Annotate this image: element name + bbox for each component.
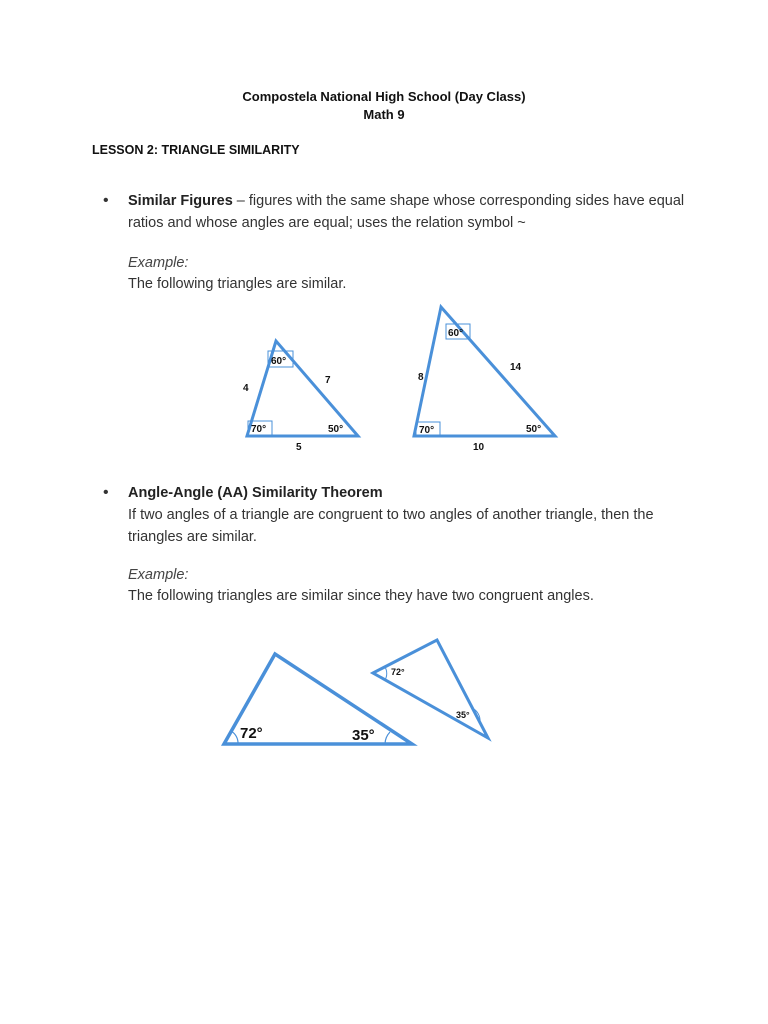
aa-large-left-angle: 72°: [240, 725, 263, 742]
example-label-1: Example:: [128, 255, 189, 271]
school-name: Compostela National High School (Day Class): [242, 89, 526, 104]
angle-arc: [385, 732, 390, 744]
angle-arc: [385, 667, 387, 680]
small-left-angle: 70°: [251, 424, 267, 435]
triangle-aa-small: [373, 640, 488, 738]
small-top-angle: 60°: [271, 356, 287, 367]
term-aa-theorem: Angle-Angle (AA) Similarity Theorem: [128, 485, 383, 501]
lesson-title: LESSON 2: TRIANGLE SIMILARITY: [92, 143, 300, 157]
triangle-small: [247, 341, 358, 436]
large-top-angle: 60°: [448, 328, 464, 339]
large-left-angle: 70°: [419, 425, 435, 436]
example-text-1: The following triangles are similar.: [128, 276, 347, 292]
triangle-large: [414, 307, 555, 436]
large-right-angle: 50°: [526, 424, 542, 435]
example-text-2: The following triangles are similar since they have two congruent angles.: [128, 588, 594, 604]
large-bottom-side: 10: [473, 442, 485, 453]
aa-theorem-block: [103, 482, 683, 545]
term-similar-figures: Similar Figures: [128, 193, 233, 209]
bullet-icon: •: [103, 484, 109, 501]
small-bottom-side: 5: [296, 442, 302, 453]
aa-large-right-angle: 35°: [352, 727, 375, 744]
small-right-side: 7: [325, 375, 331, 386]
aa-small-left-angle: 72°: [391, 667, 405, 677]
subject-name: Math 9: [363, 107, 405, 122]
large-right-side: 14: [510, 362, 522, 373]
bullet-icon: •: [103, 192, 109, 209]
small-right-angle: 50°: [328, 424, 344, 435]
small-left-side: 4: [243, 383, 249, 394]
definition-text: – figures with the same shape whose corresponding sides have equal ratios and whose angles are equal; uses the relation symbol ~: [128, 193, 685, 231]
aa-small-bottom-angle: 35°: [456, 710, 470, 720]
example-label-2: Example:: [128, 567, 189, 583]
large-left-side: 8: [418, 372, 424, 383]
aa-theorem-statement: If two angles of a triangle are congruent to two angles of another triangle, then the triangles are similar.: [128, 507, 654, 545]
